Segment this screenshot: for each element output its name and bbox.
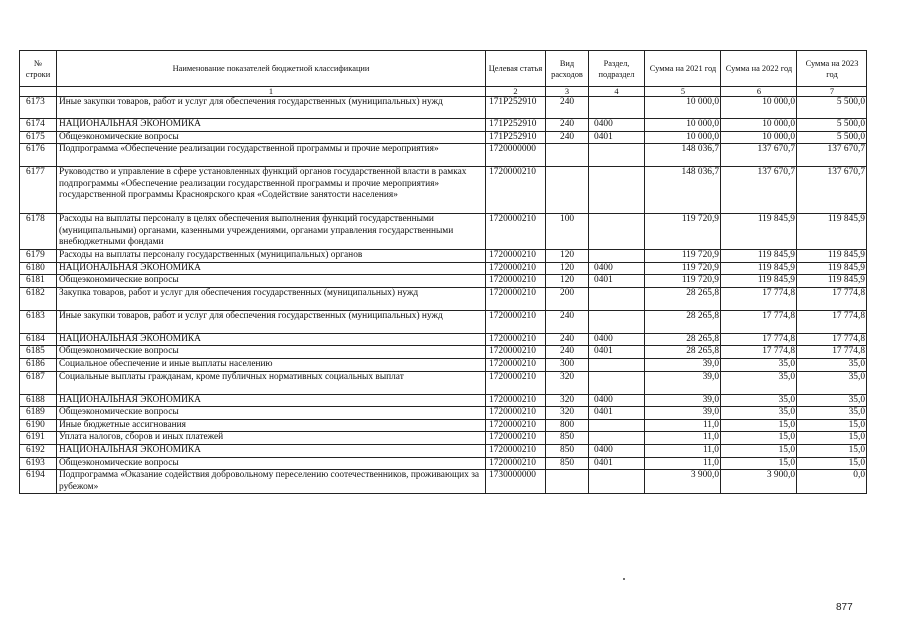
row-number-cell: 6183: [20, 310, 57, 333]
indicator-name-cell: НАЦИОНАЛЬНАЯ ЭКОНОМИКА: [57, 119, 486, 132]
section-cell: [589, 310, 645, 333]
target-article-cell: 171P252910: [486, 131, 546, 144]
table-row: [20, 419, 867, 432]
expense-type-cell: 320: [546, 371, 589, 394]
section-cell: 0401: [589, 275, 645, 288]
header-sum-2022: Сумма на 2022 год: [721, 51, 797, 87]
expense-type-cell: 120: [546, 249, 589, 262]
row-number-cell: 6184: [20, 333, 57, 346]
table-row: [20, 287, 867, 310]
section-cell: [589, 214, 645, 250]
sum-2022-cell: 119 845,9: [721, 262, 797, 275]
indicator-name-cell: Общеэкономические вопросы: [57, 131, 486, 144]
sum-2021-cell: 39,0: [645, 394, 721, 407]
sum-2021-cell: 11,0: [645, 419, 721, 432]
sum-2022-cell: 17 774,8: [721, 287, 797, 310]
sum-2021-cell: 10 000,0: [645, 131, 721, 144]
section-cell: [589, 419, 645, 432]
sum-2022-cell: 10 000,0: [721, 131, 797, 144]
target-article-cell: 1720000210: [486, 457, 546, 470]
indicator-name-cell: Уплата налогов, сборов и иных платежей: [57, 432, 486, 445]
expense-type-cell: 240: [546, 97, 589, 119]
indicator-name-cell: Общеэкономические вопросы: [57, 346, 486, 359]
sum-2023-cell: 119 845,9: [797, 275, 867, 288]
indicator-name-cell: Иные закупки товаров, работ и услуг для обеспечения государственных (муниципальных) нужд: [57, 97, 486, 119]
sum-2021-cell: 119 720,9: [645, 262, 721, 275]
expense-type-cell: 240: [546, 333, 589, 346]
target-article-cell: 1720000210: [486, 333, 546, 346]
header-indicator-name: Наименование показателей бюджетной классификации: [57, 51, 486, 87]
table-row: [20, 119, 867, 132]
indicator-name-cell: Общеэкономические вопросы: [57, 457, 486, 470]
row-number-cell: 6188: [20, 394, 57, 407]
header-numbers-row: [20, 87, 867, 97]
sum-2021-cell: 39,0: [645, 407, 721, 420]
section-cell: 0400: [589, 444, 645, 457]
row-number-cell: 6178: [20, 214, 57, 250]
row-number-cell: 6187: [20, 371, 57, 394]
target-article-cell: 1720000210: [486, 167, 546, 214]
indicator-name-cell: Подпрограмма «Обеспечение реализации государственной программы и прочие мероприятия»: [57, 144, 486, 167]
section-cell: 0401: [589, 407, 645, 420]
indicator-name-cell: Руководство и управление в сфере установленных функций органов государственной власти в рамках подпрограммы «Обеспечение реализации государственной программы и прочие мероприятия» государственной программы Красноярского края «Содействие занятости населения»: [57, 167, 486, 214]
section-cell: [589, 371, 645, 394]
indicator-name-cell: Социальное обеспечение и иные выплаты населению: [57, 358, 486, 371]
row-number-cell: 6193: [20, 457, 57, 470]
sum-2021-cell: 11,0: [645, 444, 721, 457]
row-number-cell: 6173: [20, 97, 57, 119]
table-row: [20, 432, 867, 445]
section-cell: [589, 358, 645, 371]
expense-type-cell: [546, 144, 589, 167]
sum-2021-cell: 28 265,8: [645, 333, 721, 346]
section-cell: [589, 470, 645, 494]
sum-2022-cell: 119 845,9: [721, 214, 797, 250]
sum-2021-cell: 3 900,0: [645, 470, 721, 494]
indicator-name-cell: Закупка товаров, работ и услуг для обеспечения государственных (муниципальных) нужд: [57, 287, 486, 310]
table-row: [20, 97, 867, 119]
indicator-name-cell: Иные закупки товаров, работ и услуг для обеспечения государственных (муниципальных) нужд: [57, 310, 486, 333]
table-row: [20, 167, 867, 214]
table-row: [20, 457, 867, 470]
sum-2021-cell: 39,0: [645, 371, 721, 394]
expense-type-cell: 300: [546, 358, 589, 371]
table-row: [20, 144, 867, 167]
sum-2023-cell: 119 845,9: [797, 262, 867, 275]
sum-2021-cell: 119 720,9: [645, 214, 721, 250]
budget-table: [19, 50, 867, 494]
table-row: [20, 214, 867, 250]
target-article-cell: 1730000000: [486, 470, 546, 494]
expense-type-cell: 850: [546, 432, 589, 445]
row-number-cell: 6181: [20, 275, 57, 288]
sum-2023-cell: 15,0: [797, 457, 867, 470]
header-section: Раздел, подраздел: [589, 51, 645, 87]
table-row: [20, 310, 867, 333]
sum-2021-cell: 28 265,8: [645, 287, 721, 310]
target-article-cell: 1720000210: [486, 214, 546, 250]
indicator-name-cell: Расходы на выплаты персоналу государственных (муниципальных) органов: [57, 249, 486, 262]
table-row: [20, 444, 867, 457]
row-number-cell: 6175: [20, 131, 57, 144]
indicator-name-cell: Общеэкономические вопросы: [57, 407, 486, 420]
sum-2023-cell: 17 774,8: [797, 333, 867, 346]
row-number-cell: 6177: [20, 167, 57, 214]
header-number-cell: 4: [589, 87, 645, 97]
sum-2023-cell: 35,0: [797, 371, 867, 394]
sum-2022-cell: 35,0: [721, 358, 797, 371]
sum-2021-cell: 10 000,0: [645, 97, 721, 119]
expense-type-cell: 240: [546, 119, 589, 132]
sum-2022-cell: 137 670,7: [721, 144, 797, 167]
row-number-cell: 6180: [20, 262, 57, 275]
indicator-name-cell: НАЦИОНАЛЬНАЯ ЭКОНОМИКА: [57, 262, 486, 275]
table-row: [20, 346, 867, 359]
sum-2022-cell: 15,0: [721, 432, 797, 445]
indicator-name-cell: НАЦИОНАЛЬНАЯ ЭКОНОМИКА: [57, 394, 486, 407]
sum-2023-cell: 119 845,9: [797, 214, 867, 250]
expense-type-cell: 240: [546, 131, 589, 144]
row-number-cell: 6191: [20, 432, 57, 445]
expense-type-cell: 100: [546, 214, 589, 250]
section-cell: 0400: [589, 119, 645, 132]
row-number-cell: 6194: [20, 470, 57, 494]
row-number-cell: 6192: [20, 444, 57, 457]
expense-type-cell: 850: [546, 444, 589, 457]
sum-2023-cell: 5 500,0: [797, 97, 867, 119]
sum-2022-cell: 35,0: [721, 394, 797, 407]
sum-2023-cell: 35,0: [797, 407, 867, 420]
sum-2021-cell: 28 265,8: [645, 310, 721, 333]
sum-2022-cell: 3 900,0: [721, 470, 797, 494]
row-number-cell: 6186: [20, 358, 57, 371]
section-cell: [589, 167, 645, 214]
sum-2022-cell: 17 774,8: [721, 346, 797, 359]
header-target-article: Целевая статья: [486, 51, 546, 87]
indicator-name-cell: Общеэкономические вопросы: [57, 275, 486, 288]
header-row: [20, 51, 867, 87]
header-number-cell: 7: [797, 87, 867, 97]
target-article-cell: 171P252910: [486, 97, 546, 119]
section-cell: 0400: [589, 262, 645, 275]
header-number-cell: 2: [486, 87, 546, 97]
sum-2023-cell: 17 774,8: [797, 287, 867, 310]
sum-2023-cell: 15,0: [797, 419, 867, 432]
sum-2021-cell: 119 720,9: [645, 249, 721, 262]
table-row: [20, 407, 867, 420]
header-number-cell: 5: [645, 87, 721, 97]
expense-type-cell: 240: [546, 346, 589, 359]
section-cell: 0401: [589, 457, 645, 470]
target-article-cell: 1720000210: [486, 407, 546, 420]
sum-2022-cell: 17 774,8: [721, 310, 797, 333]
header-row-number: № строки: [20, 51, 57, 87]
sum-2022-cell: 119 845,9: [721, 249, 797, 262]
expense-type-cell: 320: [546, 407, 589, 420]
row-number-cell: 6190: [20, 419, 57, 432]
sum-2021-cell: 11,0: [645, 432, 721, 445]
section-cell: [589, 432, 645, 445]
header-expense-type: Вид расходов: [546, 51, 589, 87]
sum-2021-cell: 28 265,8: [645, 346, 721, 359]
row-number-cell: 6176: [20, 144, 57, 167]
expense-type-cell: 850: [546, 457, 589, 470]
target-article-cell: 1720000210: [486, 444, 546, 457]
row-number-cell: 6185: [20, 346, 57, 359]
table-row: [20, 275, 867, 288]
section-cell: 0400: [589, 333, 645, 346]
sum-2022-cell: 119 845,9: [721, 275, 797, 288]
sum-2022-cell: 10 000,0: [721, 119, 797, 132]
sum-2022-cell: 17 774,8: [721, 333, 797, 346]
sum-2021-cell: 119 720,9: [645, 275, 721, 288]
sum-2022-cell: 15,0: [721, 419, 797, 432]
sum-2023-cell: 35,0: [797, 358, 867, 371]
sum-2022-cell: 35,0: [721, 371, 797, 394]
target-article-cell: 1720000210: [486, 371, 546, 394]
row-number-cell: 6182: [20, 287, 57, 310]
target-article-cell: 1720000210: [486, 346, 546, 359]
row-number-cell: 6189: [20, 407, 57, 420]
table-row: [20, 470, 867, 494]
sum-2022-cell: 10 000,0: [721, 97, 797, 119]
target-article-cell: 1720000210: [486, 275, 546, 288]
header-sum-2023: Сумма на 2023 год: [797, 51, 867, 87]
target-article-cell: 1720000210: [486, 419, 546, 432]
table-row: [20, 333, 867, 346]
expense-type-cell: [546, 167, 589, 214]
target-article-cell: 1720000210: [486, 310, 546, 333]
target-article-cell: 171P252910: [486, 119, 546, 132]
sum-2023-cell: 17 774,8: [797, 346, 867, 359]
indicator-name-cell: Расходы на выплаты персоналу в целях обеспечения выполнения функций государственными (муниципальными) органами, казенными учреждениями, органами управления государственными внебюджетными фондами: [57, 214, 486, 250]
indicator-name-cell: Подпрограмма «Оказание содействия добровольному переселению соотечественников, проживающих за рубежом»: [57, 470, 486, 494]
table-row: [20, 358, 867, 371]
sum-2023-cell: 17 774,8: [797, 310, 867, 333]
section-cell: 0401: [589, 346, 645, 359]
header-number-cell: 3: [546, 87, 589, 97]
row-number-cell: 6174: [20, 119, 57, 132]
expense-type-cell: 120: [546, 262, 589, 275]
section-cell: 0400: [589, 394, 645, 407]
indicator-name-cell: НАЦИОНАЛЬНАЯ ЭКОНОМИКА: [57, 333, 486, 346]
sum-2023-cell: 5 500,0: [797, 119, 867, 132]
row-number-cell: 6179: [20, 249, 57, 262]
target-article-cell: 1720000210: [486, 287, 546, 310]
scan-dot: [623, 578, 625, 580]
expense-type-cell: 240: [546, 310, 589, 333]
sum-2023-cell: 137 670,7: [797, 167, 867, 214]
section-cell: 0401: [589, 131, 645, 144]
page-number: 877: [836, 602, 853, 613]
target-article-cell: 1720000210: [486, 358, 546, 371]
table-row: [20, 371, 867, 394]
indicator-name-cell: Социальные выплаты гражданам, кроме публичных нормативных социальных выплат: [57, 371, 486, 394]
target-article-cell: 1720000210: [486, 249, 546, 262]
sum-2023-cell: 5 500,0: [797, 131, 867, 144]
section-cell: [589, 144, 645, 167]
section-cell: [589, 287, 645, 310]
indicator-name-cell: НАЦИОНАЛЬНАЯ ЭКОНОМИКА: [57, 444, 486, 457]
target-article-cell: 1720000210: [486, 394, 546, 407]
sum-2022-cell: 35,0: [721, 407, 797, 420]
sum-2023-cell: 15,0: [797, 444, 867, 457]
expense-type-cell: 800: [546, 419, 589, 432]
header-number-cell: 6: [721, 87, 797, 97]
table-row: [20, 262, 867, 275]
table-row: [20, 394, 867, 407]
table-row: [20, 131, 867, 144]
sum-2023-cell: 35,0: [797, 394, 867, 407]
target-article-cell: 1720000210: [486, 432, 546, 445]
section-cell: [589, 249, 645, 262]
expense-type-cell: 200: [546, 287, 589, 310]
section-cell: [589, 97, 645, 119]
sum-2022-cell: 137 670,7: [721, 167, 797, 214]
target-article-cell: 1720000210: [486, 262, 546, 275]
table-row: [20, 249, 867, 262]
target-article-cell: 1720000000: [486, 144, 546, 167]
expense-type-cell: 320: [546, 394, 589, 407]
sum-2022-cell: 15,0: [721, 444, 797, 457]
sum-2021-cell: 148 036,7: [645, 167, 721, 214]
sum-2023-cell: 119 845,9: [797, 249, 867, 262]
expense-type-cell: 120: [546, 275, 589, 288]
sum-2023-cell: 0,0: [797, 470, 867, 494]
sum-2023-cell: 15,0: [797, 432, 867, 445]
expense-type-cell: [546, 470, 589, 494]
header-sum-2021: Сумма на 2021 год: [645, 51, 721, 87]
sum-2022-cell: 15,0: [721, 457, 797, 470]
indicator-name-cell: Иные бюджетные ассигнования: [57, 419, 486, 432]
header-number-cell: [20, 87, 57, 97]
sum-2021-cell: 39,0: [645, 358, 721, 371]
sum-2021-cell: 148 036,7: [645, 144, 721, 167]
sum-2021-cell: 11,0: [645, 457, 721, 470]
header-number-cell: 1: [57, 87, 486, 97]
sum-2021-cell: 10 000,0: [645, 119, 721, 132]
sum-2023-cell: 137 670,7: [797, 144, 867, 167]
